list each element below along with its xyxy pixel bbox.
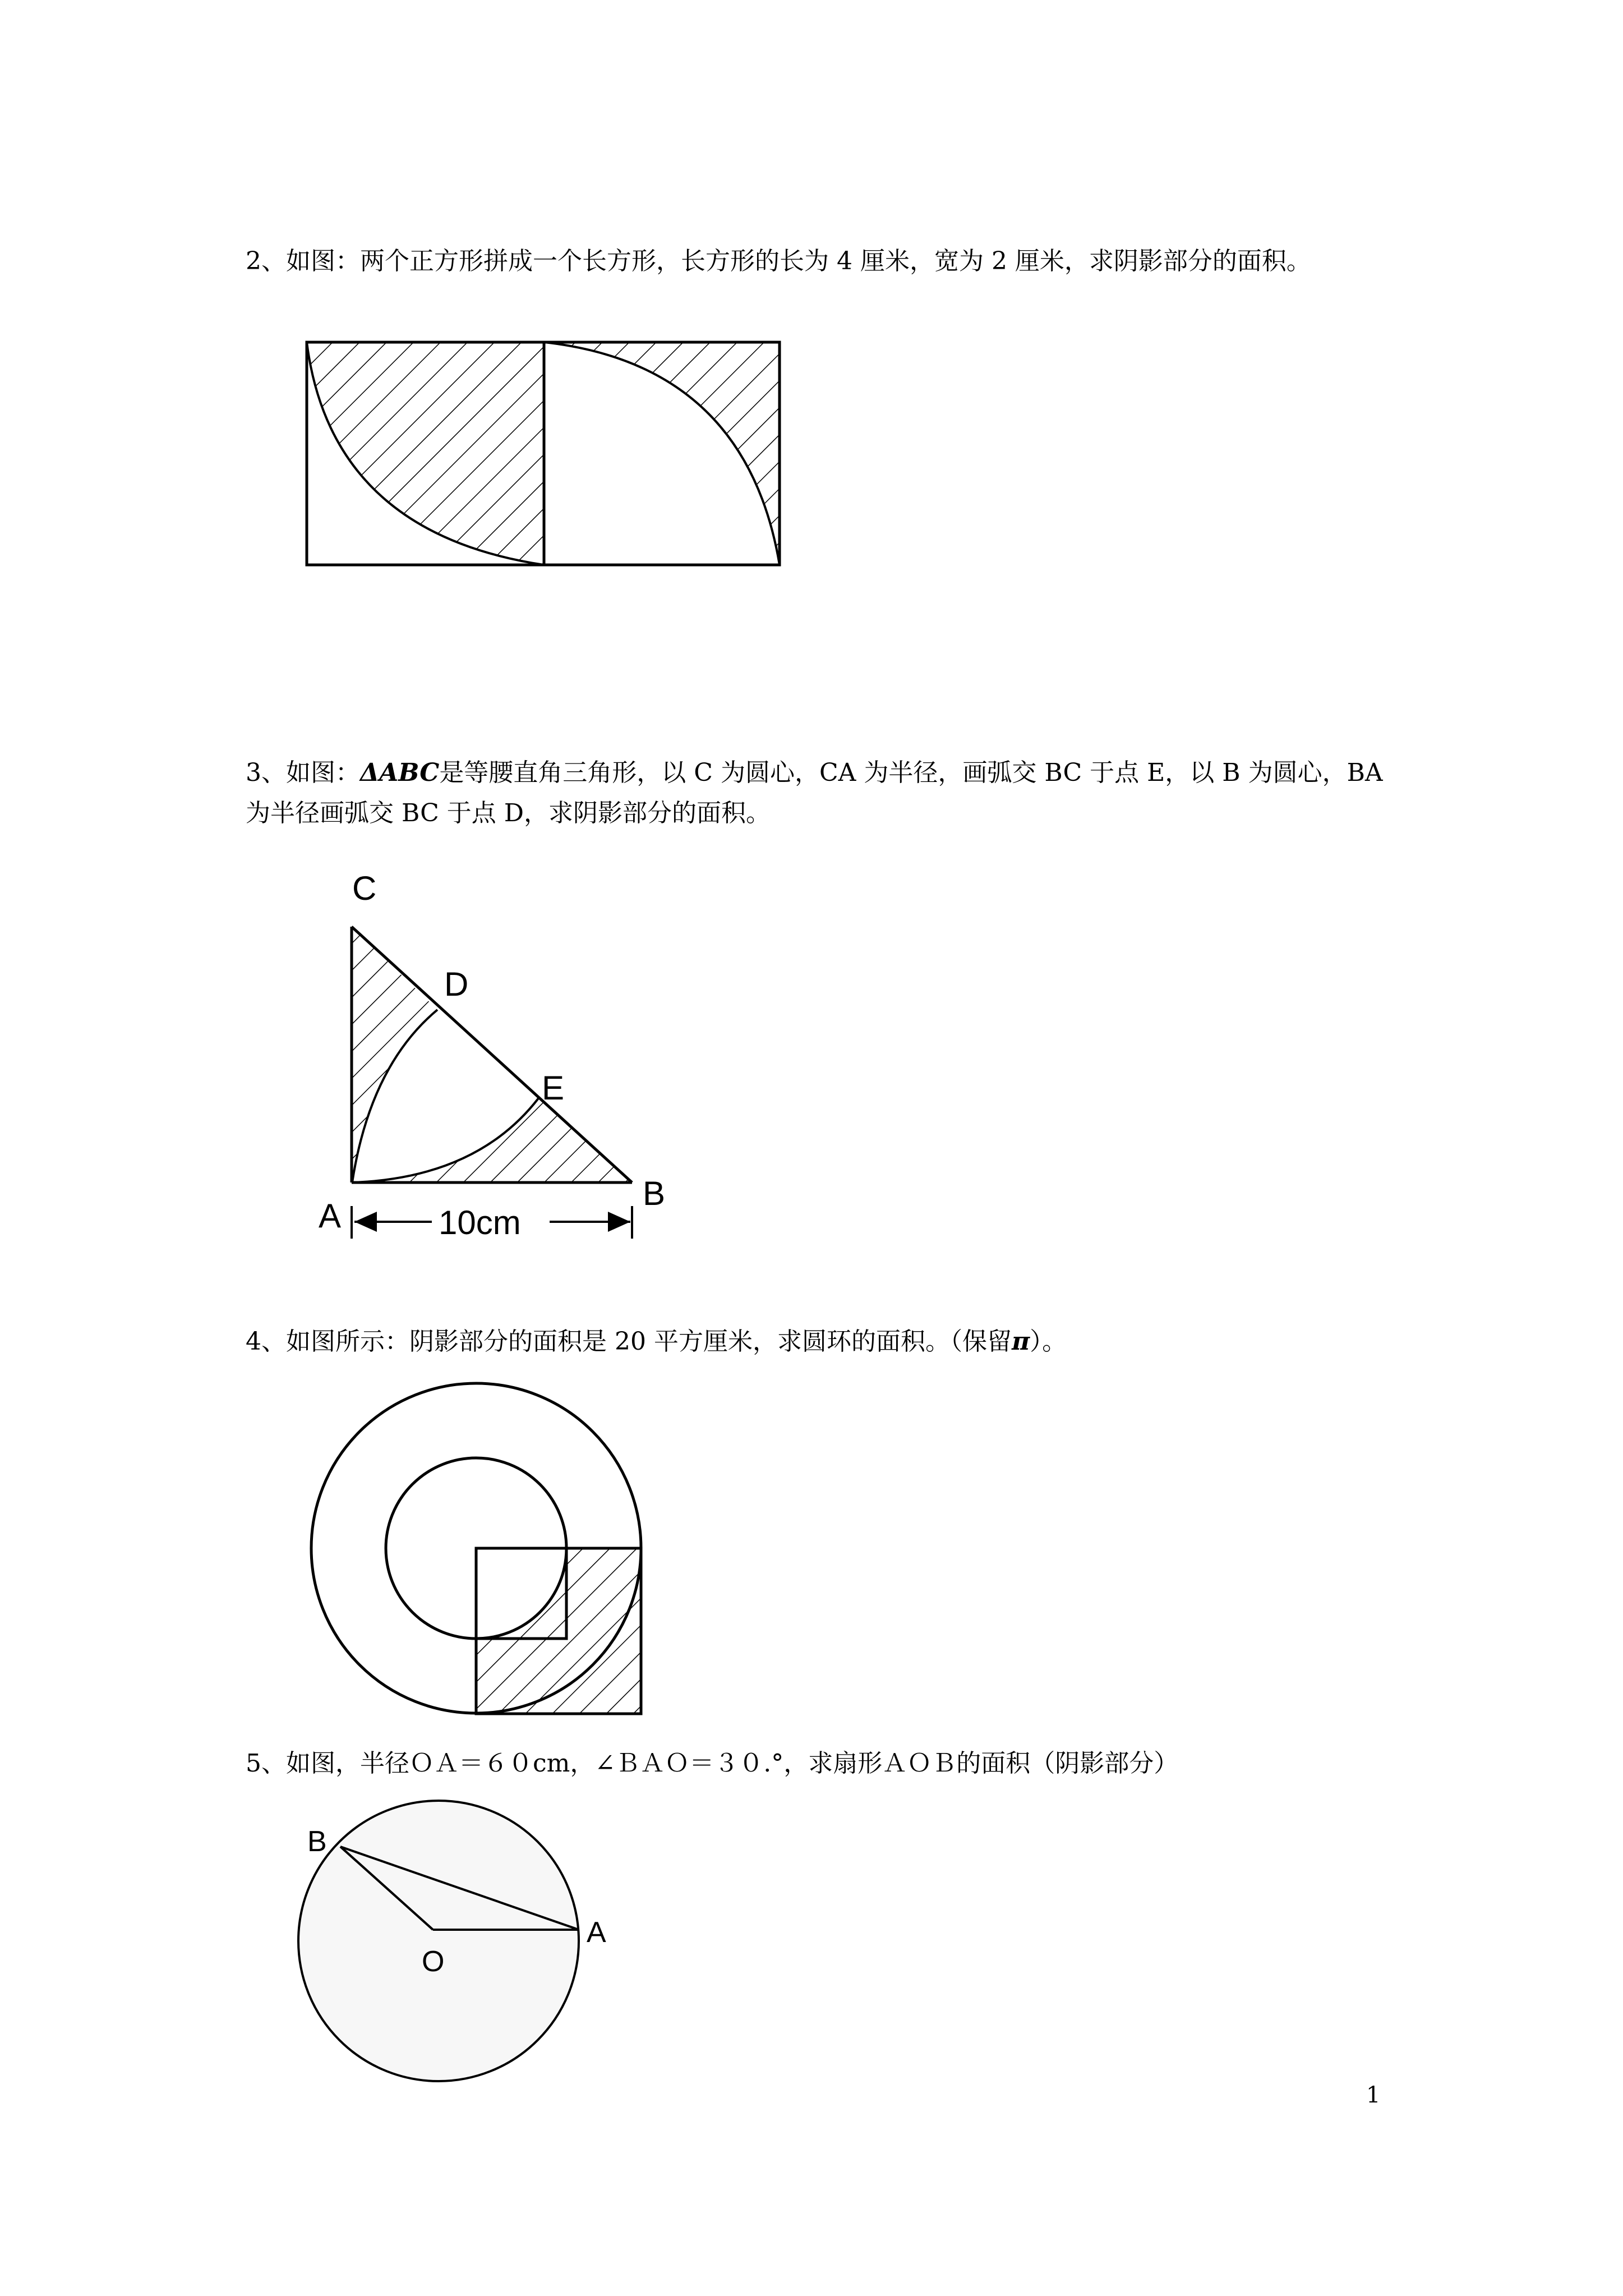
question-5-text: 5、如图，半径ＯＡ＝６０cm，∠ＢＡＯ＝３０.°，求扇形ＡＯＢ的面积（阴影部分） — [246, 1749, 1179, 1778]
page-number: 1 — [1366, 2082, 1381, 2108]
question-2-text: 2、如图：两个正方形拼成一个长方形，长方形的长为 4 厘米，宽为 2 厘米，求阴影部分的面积。 — [246, 247, 1311, 275]
q3-dim-arrow-right — [608, 1212, 630, 1232]
pi-symbol: π — [1011, 1327, 1030, 1356]
question-2-figure — [303, 337, 785, 572]
q3-dimension-label: 10cm — [439, 1204, 521, 1241]
q2-shaded-right — [544, 342, 780, 565]
q3-dim-arrow-left — [354, 1212, 377, 1232]
q2-shaded-left — [307, 342, 544, 565]
q3-label-e: E — [542, 1069, 565, 1107]
question-4-figure — [303, 1391, 651, 1728]
q5-label-o: O — [422, 1945, 445, 1978]
q3-label-b: B — [643, 1175, 666, 1212]
q3-shaded-lower — [352, 1098, 632, 1182]
q5-label-b: B — [307, 1825, 327, 1858]
q5-label-a: A — [587, 1916, 606, 1949]
q5-circle — [298, 1801, 579, 2081]
question-4-text: 4、如图所示：阴影部分的面积是 20 平方厘米，求圆环的面积。（保留π）。 — [246, 1327, 1067, 1356]
q3-label-a: A — [319, 1197, 342, 1235]
q3-label-c: C — [352, 869, 377, 907]
question-3-text: 3、如图：ΔABC是等腰直角三角形，以 C 为圆心，CA 为半径，画弧交 BC 于点 E，以 B 为圆心，BA 为半径画弧交 BC 于点 D，求阴影部分的面积。 — [246, 758, 1383, 827]
question-5-figure — [292, 1818, 639, 2064]
triangle-symbol: ΔABC — [360, 758, 440, 787]
question-3-figure — [314, 864, 684, 1245]
q3-label-d: D — [444, 965, 469, 1003]
